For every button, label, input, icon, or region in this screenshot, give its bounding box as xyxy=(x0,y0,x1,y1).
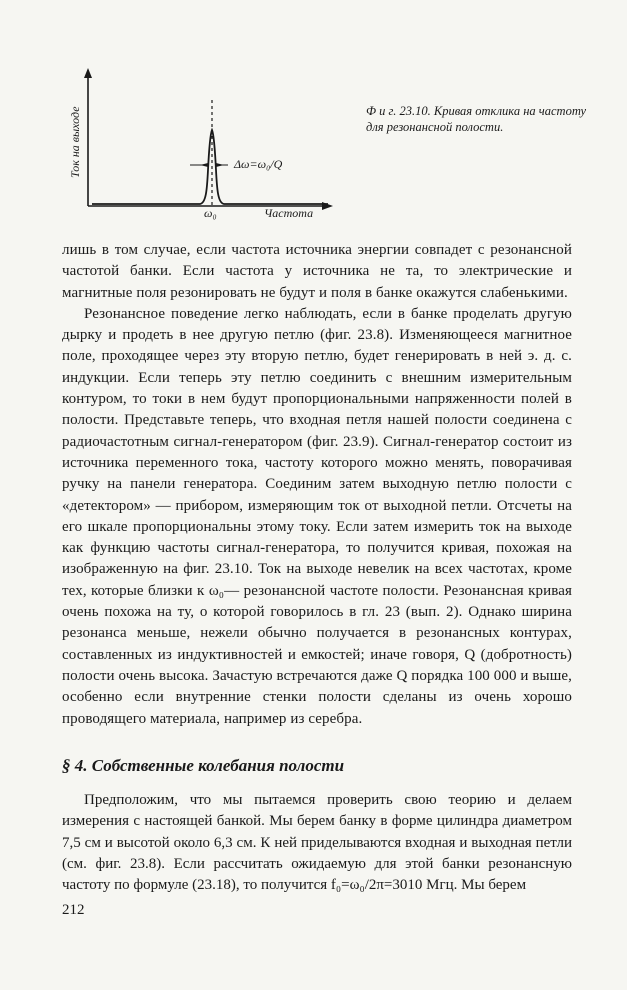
paragraph: Резонансное поведение легко наблюдать, если в банке проделать другую дырку и продеть в нее другую петлю (фиг. 23.8). Изменяющееся магнитное поле, проходящее через эту вторую петлю, будет генерировать в ней э. д. с. индукции. Если теперь эту петлю соединить с внешним измерительным контуром, то токи в нем будут пропорциональными напряженности полей в полости. Представьте теперь, что входная петля нашей полости соединена с радиочастотным сигнал-генератором (фиг. 23.9). Сигнал-генератор состоит из источника переменного тока, частоту которого можно менять, поворачивая ручку на панели генератора. Соединим затем выходную петлю полости с «детектором» — прибором, измеряющим ток от выходной петли. Отсчеты на его шкале пропорциональны этому току. Если затем измерить ток на выходе как функцию частоты сигнал-генератора, то получится кривая, похожая на изображенную на фиг. 23.10. Ток на выходе невелик на всех частотах, кроме тех, которые близки к ω₀— резонансной частоте полости. Резонансная кривая очень похожа на ту, о которой говорилось в гл. 23 (вып. 2). Однако ширина резонанса меньше, нежели обычно получается в резонансных контурах, составленных из индуктивностей и емкостей; иначе говоря, Q (добротность) полости очень высока. Зачастую встречаются даже Q порядка 100 000 и выше, особенно если внутренние стенки полости сделаны из очень хорошо проводящего материала, например из серебра. xyxy=(62,305,572,727)
paragraph: Предположим, что мы пытаемся проверить свою теорию и делаем измерения с настоящей банкой. Мы берем банку в форме цилиндра диаметром 7,5 см и высотой около 6,3 см. К ней приделываются входная и выходная петли (см. фиг. 23.8). Если рассчитать ожидаемую для этой банки резонансную частоту по формуле (23.18), то получится f₀=ω₀/2π=3010 Мгц. Мы берем xyxy=(62,792,572,894)
main-text xyxy=(62,240,572,730)
resonance-curve-plot xyxy=(60,60,350,230)
omega0-tick-label: ω₀ xyxy=(204,206,217,220)
resonance-figure xyxy=(60,60,350,230)
figure-caption: Ф и г. 23.10. Кривая отклика на частоту для резонансной полости. xyxy=(366,104,587,134)
paragraph: лишь в том случае, если частота источника энергии совпадет с резонансной частотой банки. Если частота у источника не та, то электрические и магнитные поля резонировать не будут и поля в банке окажутся слабенькими. xyxy=(62,242,572,301)
width-annotation: Δω=ω₀/Q xyxy=(234,157,283,171)
x-axis-label: Частота xyxy=(264,206,314,220)
resonance-curve xyxy=(92,130,328,204)
section-heading: § 4. Собственные колебания полости xyxy=(62,756,345,775)
page-number: 212 xyxy=(62,902,85,918)
y-axis-label: Ток на выходе xyxy=(68,106,82,178)
y-axis-arrow xyxy=(84,68,92,78)
section-text xyxy=(62,790,572,896)
